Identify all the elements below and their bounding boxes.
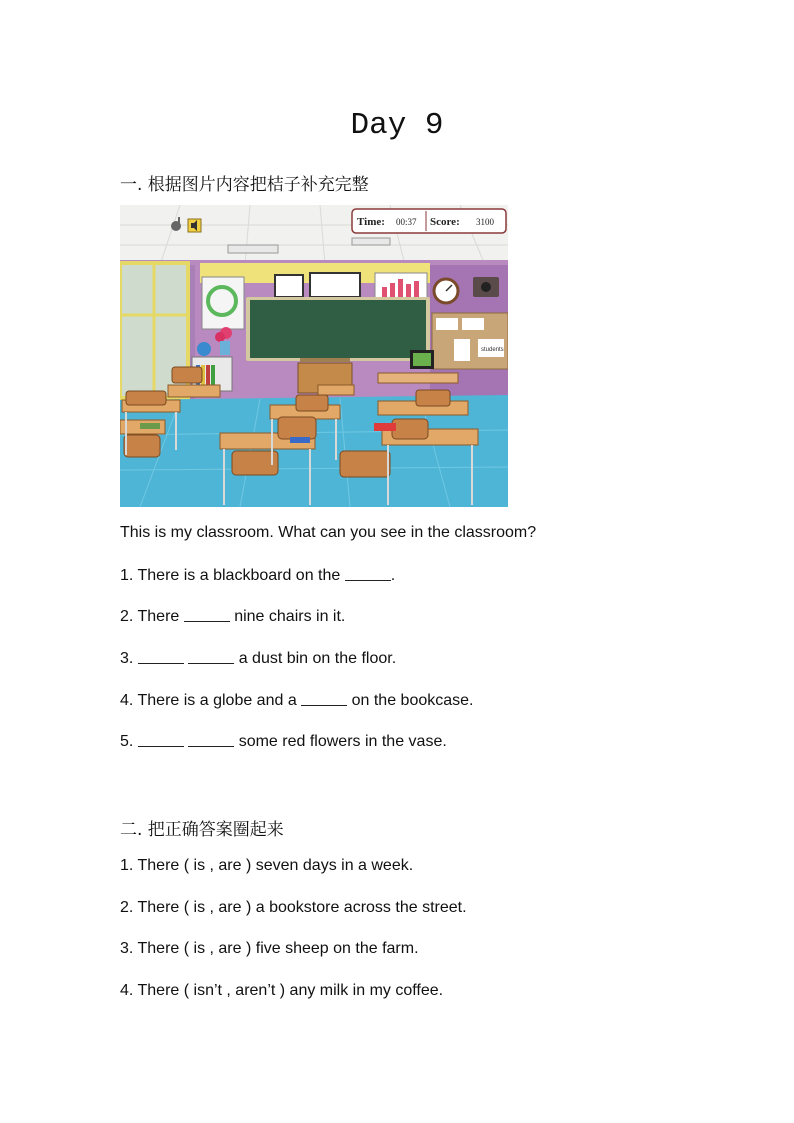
exercise2-item: 3. There ( is , are ) five sheep on the farm. [120, 940, 419, 957]
hud-score-value: 3100 [476, 217, 494, 227]
page-title: Day 9 [350, 108, 444, 143]
classroom-illustration [120, 205, 508, 507]
answer-blank[interactable] [301, 691, 347, 706]
section2-heading: 二. 把正确答案圈起来 [120, 820, 284, 840]
exercise1-item: 4. There is a globe and a on the bookcase. [120, 692, 474, 709]
answer-blank[interactable] [184, 607, 230, 622]
answer-blank[interactable] [188, 732, 234, 747]
exercise2-item: 1. There ( is , are ) seven days in a week. [120, 857, 414, 874]
game-hud [352, 209, 506, 233]
answer-blank[interactable] [138, 649, 184, 664]
section1-heading: 一. 根据图片内容把桔子补充完整 [120, 175, 369, 195]
exercise1-item: 1. There is a blackboard on the . [120, 567, 396, 584]
answer-blank[interactable] [138, 732, 184, 747]
hud-time-value: 00:37 [396, 217, 417, 227]
exercise-intro: This is my classroom. What can you see in the classroom? [120, 524, 537, 541]
exercise2-item: 4. There ( isn’t , aren’t ) any milk in my coffee. [120, 982, 444, 999]
poster-label: students [481, 347, 504, 353]
exercise1-item: 3. a dust bin on the floor. [120, 650, 397, 667]
answer-blank[interactable] [188, 649, 234, 664]
hud-score-label: Score: [430, 216, 460, 228]
answer-blank[interactable] [345, 566, 391, 581]
exercise1-item: 2. There nine chairs in it. [120, 608, 346, 625]
hud-time-label: Time: [357, 216, 385, 228]
exercise1-item: 5. some red flowers in the vase. [120, 733, 447, 750]
speaker-icon[interactable] [188, 219, 201, 232]
exercise2-item: 2. There ( is , are ) a bookstore across the street. [120, 899, 467, 916]
